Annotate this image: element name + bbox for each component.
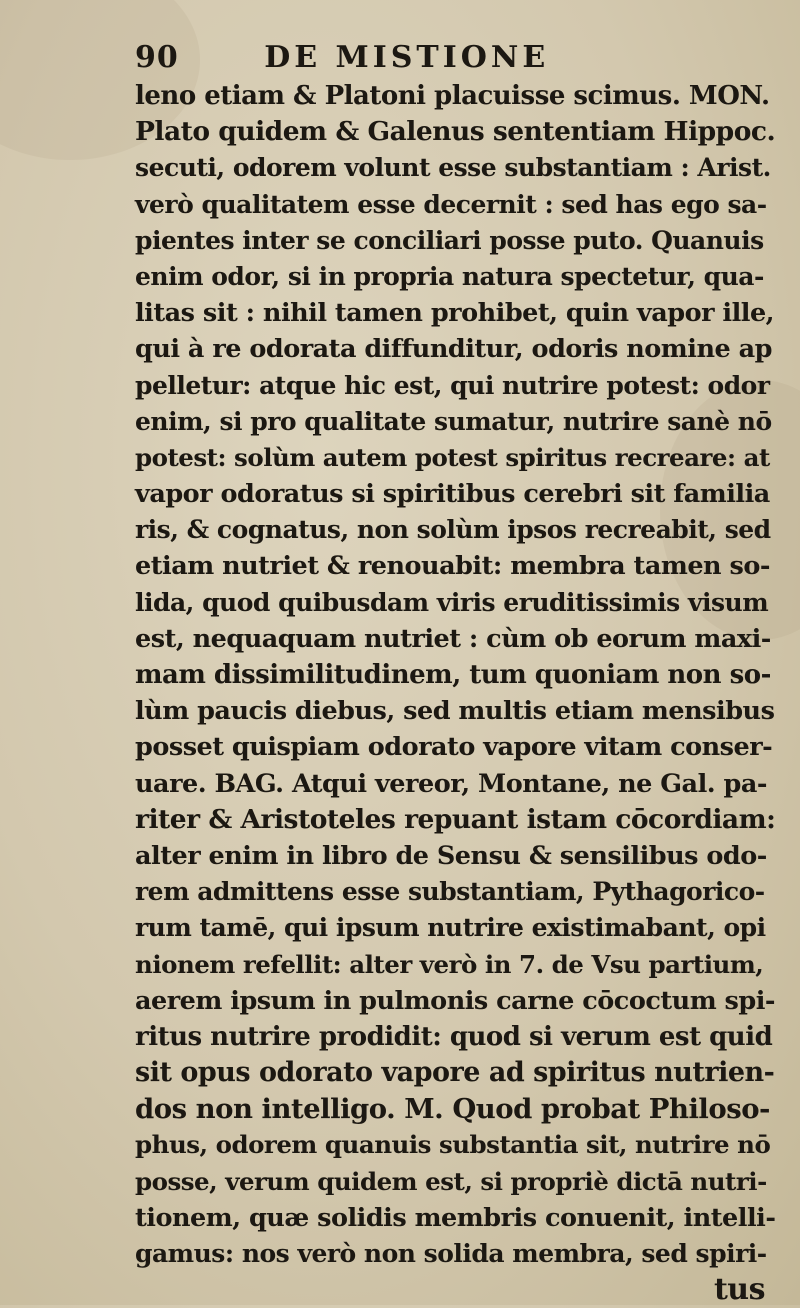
running-header	[135, 40, 549, 75]
text-line: phus, odorem quanuis substantia sit, nutrire nō	[135, 1130, 771, 1160]
text-line: aerem ipsum in pulmonis carne cōcoctum spi-	[135, 985, 776, 1016]
text-line: etiam nutriet & renouabit: membra tamen so-	[135, 551, 770, 582]
body-text	[135, 78, 775, 1308]
text-line: vapor odoratus si spiritibus cerebri sit familia	[135, 479, 770, 510]
text-line: lùm paucis diebus, sed multis etiam mensibus	[135, 696, 775, 727]
text-line: nionem refellit: alter verò in 7. de Vsu partium,	[135, 949, 764, 979]
text-line: uare. BAG. Atqui vereor, Montane, ne Gal. pa-	[135, 768, 767, 799]
text-line: potest: solùm autem potest spiritus recreare: at	[135, 442, 770, 472]
running-title: DE MISTIONE	[264, 40, 550, 75]
text-line: tionem, quæ solidis membris conuenit, intelli-	[135, 1202, 776, 1233]
text-line: sit opus odorato vapore ad spiritus nutrien-	[135, 1057, 775, 1089]
text-line: ris, & cognatus, non solùm ipsos recreabit, sed	[135, 515, 771, 545]
text-line: mam dissimilitudinem, tum quoniam non so-	[135, 660, 771, 690]
text-line: enim, si pro qualitate sumatur, nutrire sanè nō	[135, 406, 772, 436]
catchword: tus	[713, 1272, 765, 1308]
text-line: secuti, odorem volunt esse substantiam : Arist.	[135, 153, 771, 183]
text-line: rum tamē, qui ipsum nutrire existimabant, opi	[135, 913, 766, 943]
text-line: dos non intelligo. M. Quod probat Philoso-	[135, 1093, 770, 1126]
text-line: est, nequaquam nutriet : cùm ob eorum maxi-	[135, 623, 771, 654]
text-line: riter & Aristoteles repuant istam cōcordiam:	[135, 803, 776, 835]
text-line: ritus nutrire prodidit: quod si verum est quid	[135, 1021, 773, 1052]
text-line: lida, quod quibusdam viris eruditissimis visum	[135, 587, 769, 617]
text-line: qui à re odorata diffunditur, odoris nomine ap	[135, 334, 772, 365]
text-line: posse, verum quidem est, si propriè dictā nutri-	[135, 1166, 767, 1196]
text-line: posset quispiam odorato vapore vitam conser-	[135, 732, 773, 763]
page-number: 90	[135, 40, 179, 75]
text-line: rem admittens esse substantiam, Pythagorico-	[135, 877, 765, 907]
text-line: pelletur: atque hic est, qui nutrire potest: odor	[135, 370, 770, 400]
text-line: Plato quidem & Galenus sententiam Hippoc.	[135, 116, 776, 148]
text-line: alter enim in libro de Sensu & sensilibus odo-	[135, 840, 767, 871]
text-line: enim odor, si in propria natura spectetur, qua-	[135, 261, 764, 291]
text-line: litas sit : nihil tamen prohibet, quin vapor ille,	[135, 298, 775, 329]
text-line: pientes inter se conciliari posse puto. Quanuis	[135, 225, 764, 255]
text-line: gamus: nos verò non solida membra, sed spiri-	[135, 1239, 767, 1268]
text-line: leno etiam & Platoni placuisse scimus. MON.	[135, 81, 770, 111]
text-line: verò qualitatem esse decernit : sed has ego sa-	[135, 189, 767, 219]
